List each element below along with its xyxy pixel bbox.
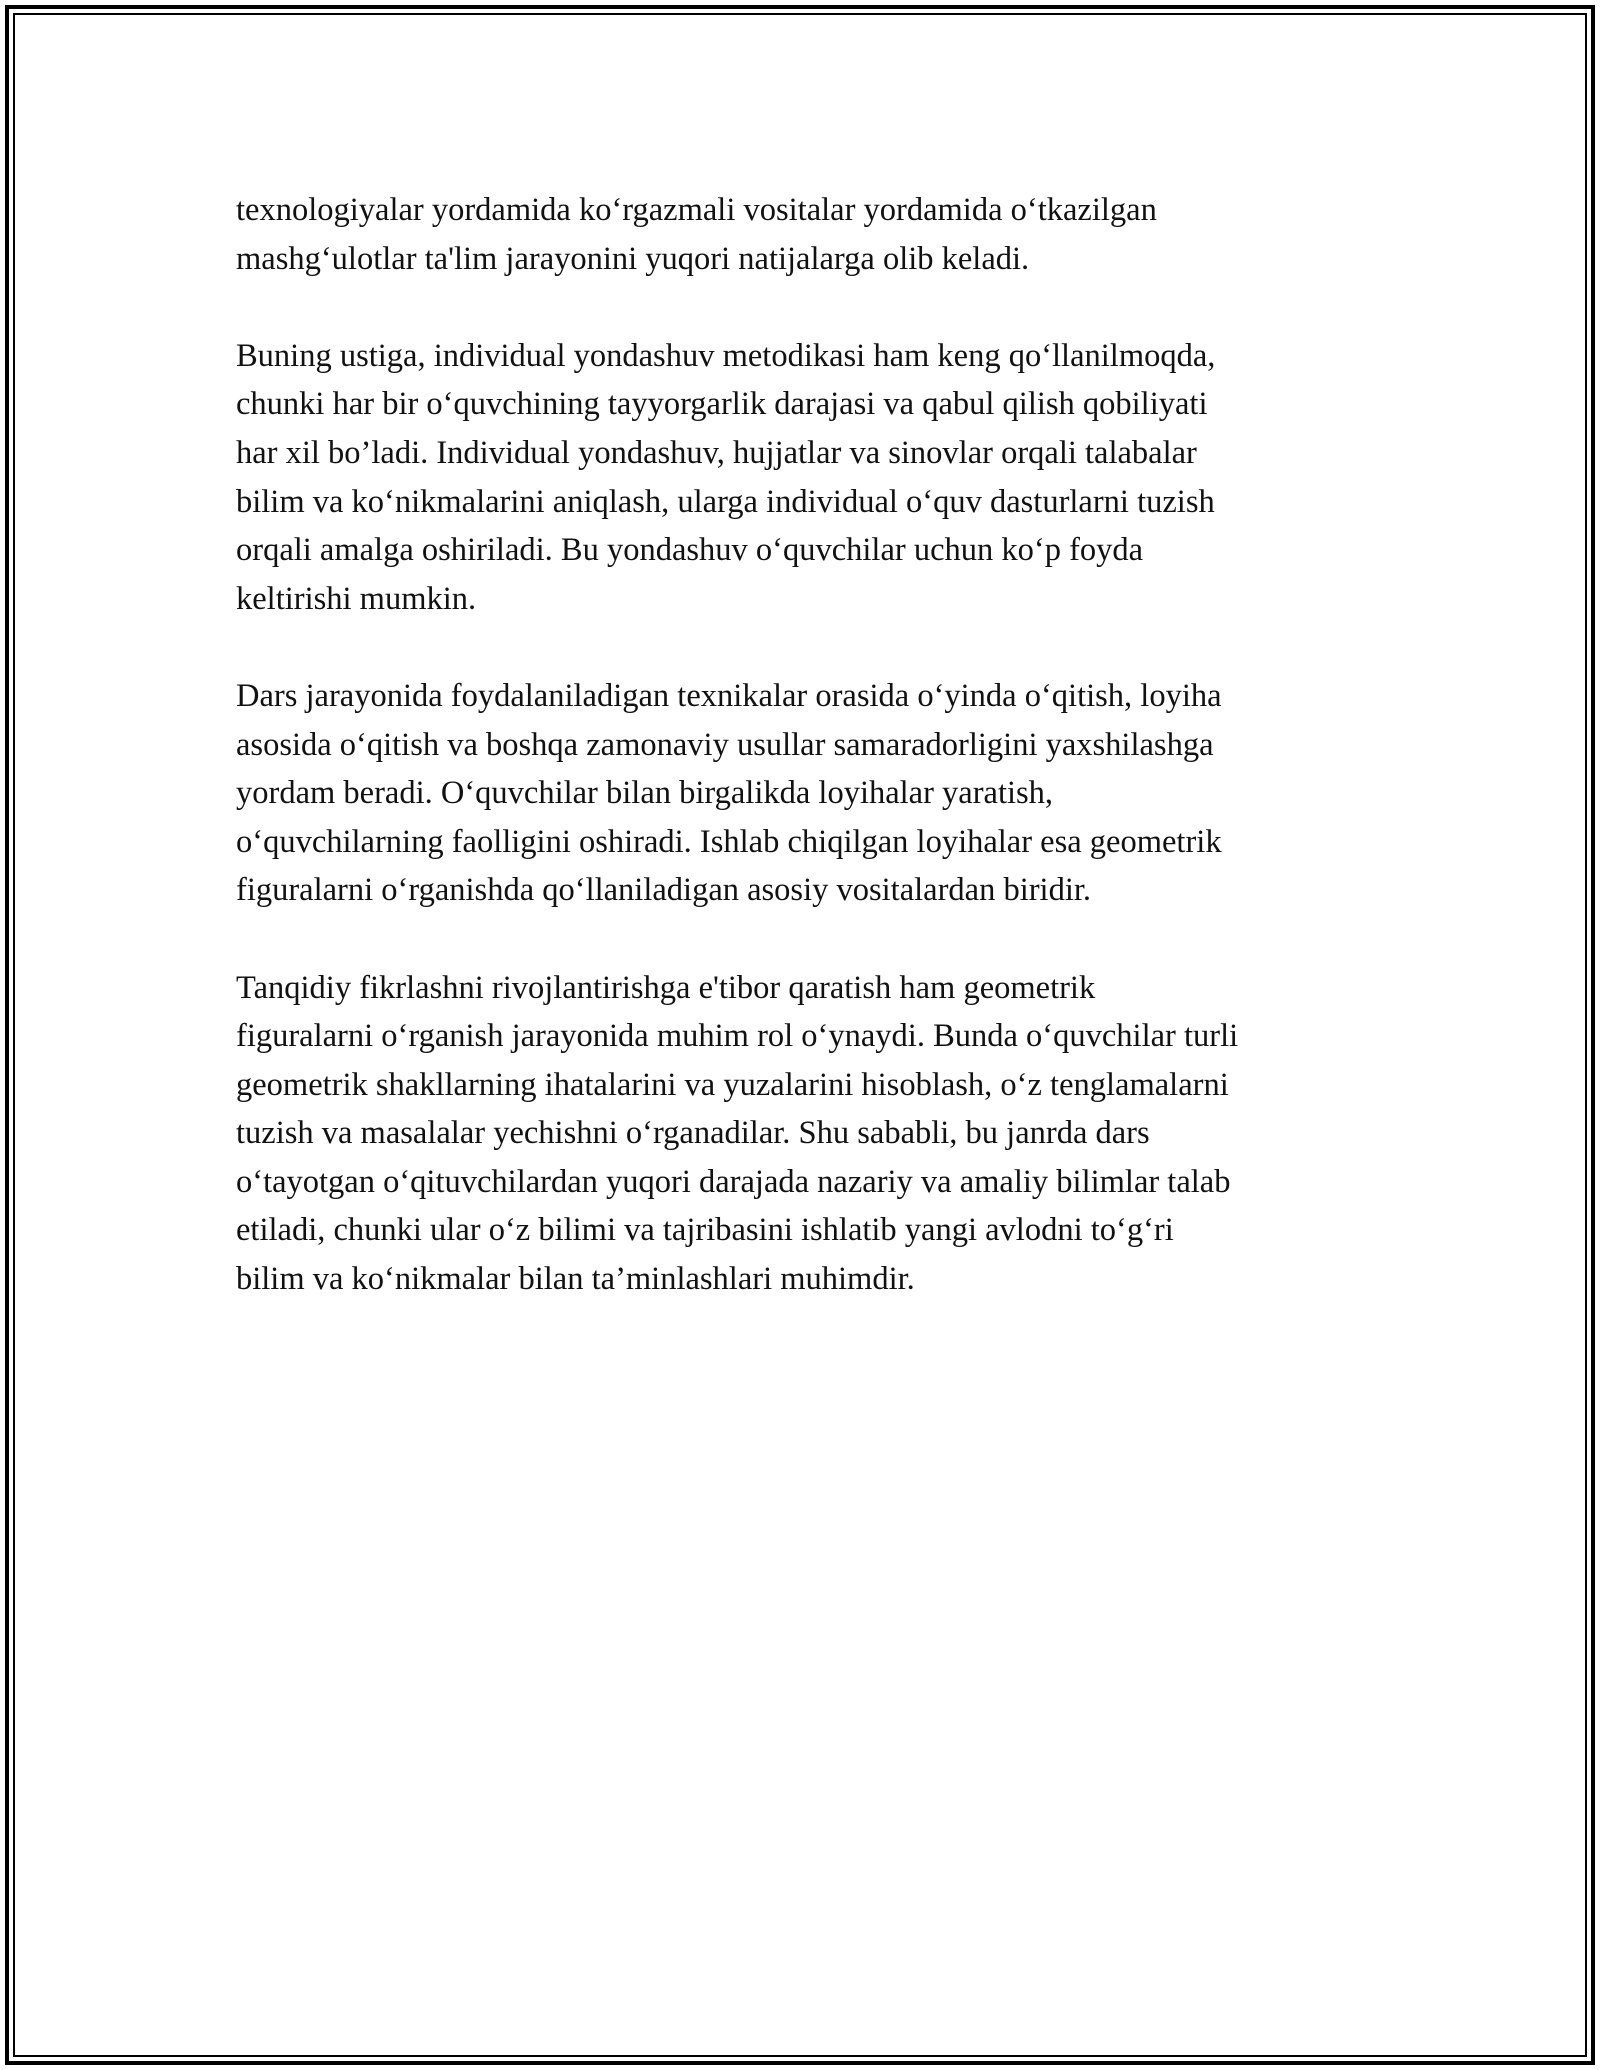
text-line: asosida o‘qitish va boshqa zamonaviy usullar samaradorligini yaxshilashga (236, 726, 1214, 763)
text-line: orqali amalga oshiriladi. Bu yondashuv o‘quvchilar uchun ko‘p foyda (236, 532, 1144, 569)
text-line: Tanqidiy fikrlashni rivojlantirishga e'tibor qaratish ham geometrik (236, 969, 1096, 1006)
text-line: Buning ustiga, individual yondashuv metodikasi ham keng qo‘llanilmoqda, (236, 337, 1216, 374)
text-line: tuzish va masalalar yechishni o‘rganadilar. Shu sababli, bu janrda dars (236, 1115, 1150, 1152)
text-line: yordam beradi. O‘quvchilar bilan birgalikda loyihalar yaratish, (236, 775, 1054, 812)
document-body (236, 186, 1386, 1352)
paragraph-3 (236, 672, 1386, 915)
text-line: figuralarni o‘rganishda qo‘llaniladigan asosiy vositalardan biridir. (236, 872, 1092, 909)
text-line: har xil bo’ladi. Individual yondashuv, hujjatlar va sinovlar orqali talabalar (236, 434, 1197, 471)
paragraph-1 (236, 186, 1386, 283)
text-line: Dars jarayonida foydalaniladigan texnikalar orasida o‘yinda o‘qitish, loyiha (236, 677, 1222, 714)
text-line: figuralarni o‘rganish jarayonida muhim rol o‘ynaydi. Bunda o‘quvchilar turli (236, 1018, 1239, 1055)
text-line: etiladi, chunki ular o‘z bilimi va tajribasini ishlatib yangi avlodni to‘g‘ri (236, 1212, 1174, 1249)
text-line: o‘quvchilarning faolligini oshiradi. Ishlab chiqilgan loyihalar esa geometrik (236, 823, 1222, 860)
text-line: chunki har bir o‘quvchining tayyorgarlik darajasi va qabul qilish qobiliyati (236, 386, 1208, 423)
text-line: keltirishi mumkin. (236, 580, 477, 617)
text-line: bilim va ko‘nikmalarini aniqlash, ularga individual o‘quv dasturlarni tuzish (236, 483, 1215, 520)
text-line: mashg‘ulotlar ta'lim jarayonini yuqori natijalarga olib keladi. (236, 240, 1030, 277)
text-line: bilim va ko‘nikmalar bilan ta’minlashlari muhimdir. (236, 1261, 915, 1298)
text-line: geometrik shakllarning ihatalarini va yuzalarini hisoblash, o‘z tenglamalarni (236, 1066, 1229, 1103)
paragraph-2 (236, 332, 1386, 624)
paragraph-4 (236, 964, 1386, 1304)
text-line: texnologiyalar yordamida ko‘rgazmali vositalar yordamida o‘tkazilgan (236, 192, 1157, 228)
text-line: o‘tayotgan o‘qituvchilardan yuqori darajada nazariy va amaliy bilimlar talab (236, 1163, 1231, 1200)
